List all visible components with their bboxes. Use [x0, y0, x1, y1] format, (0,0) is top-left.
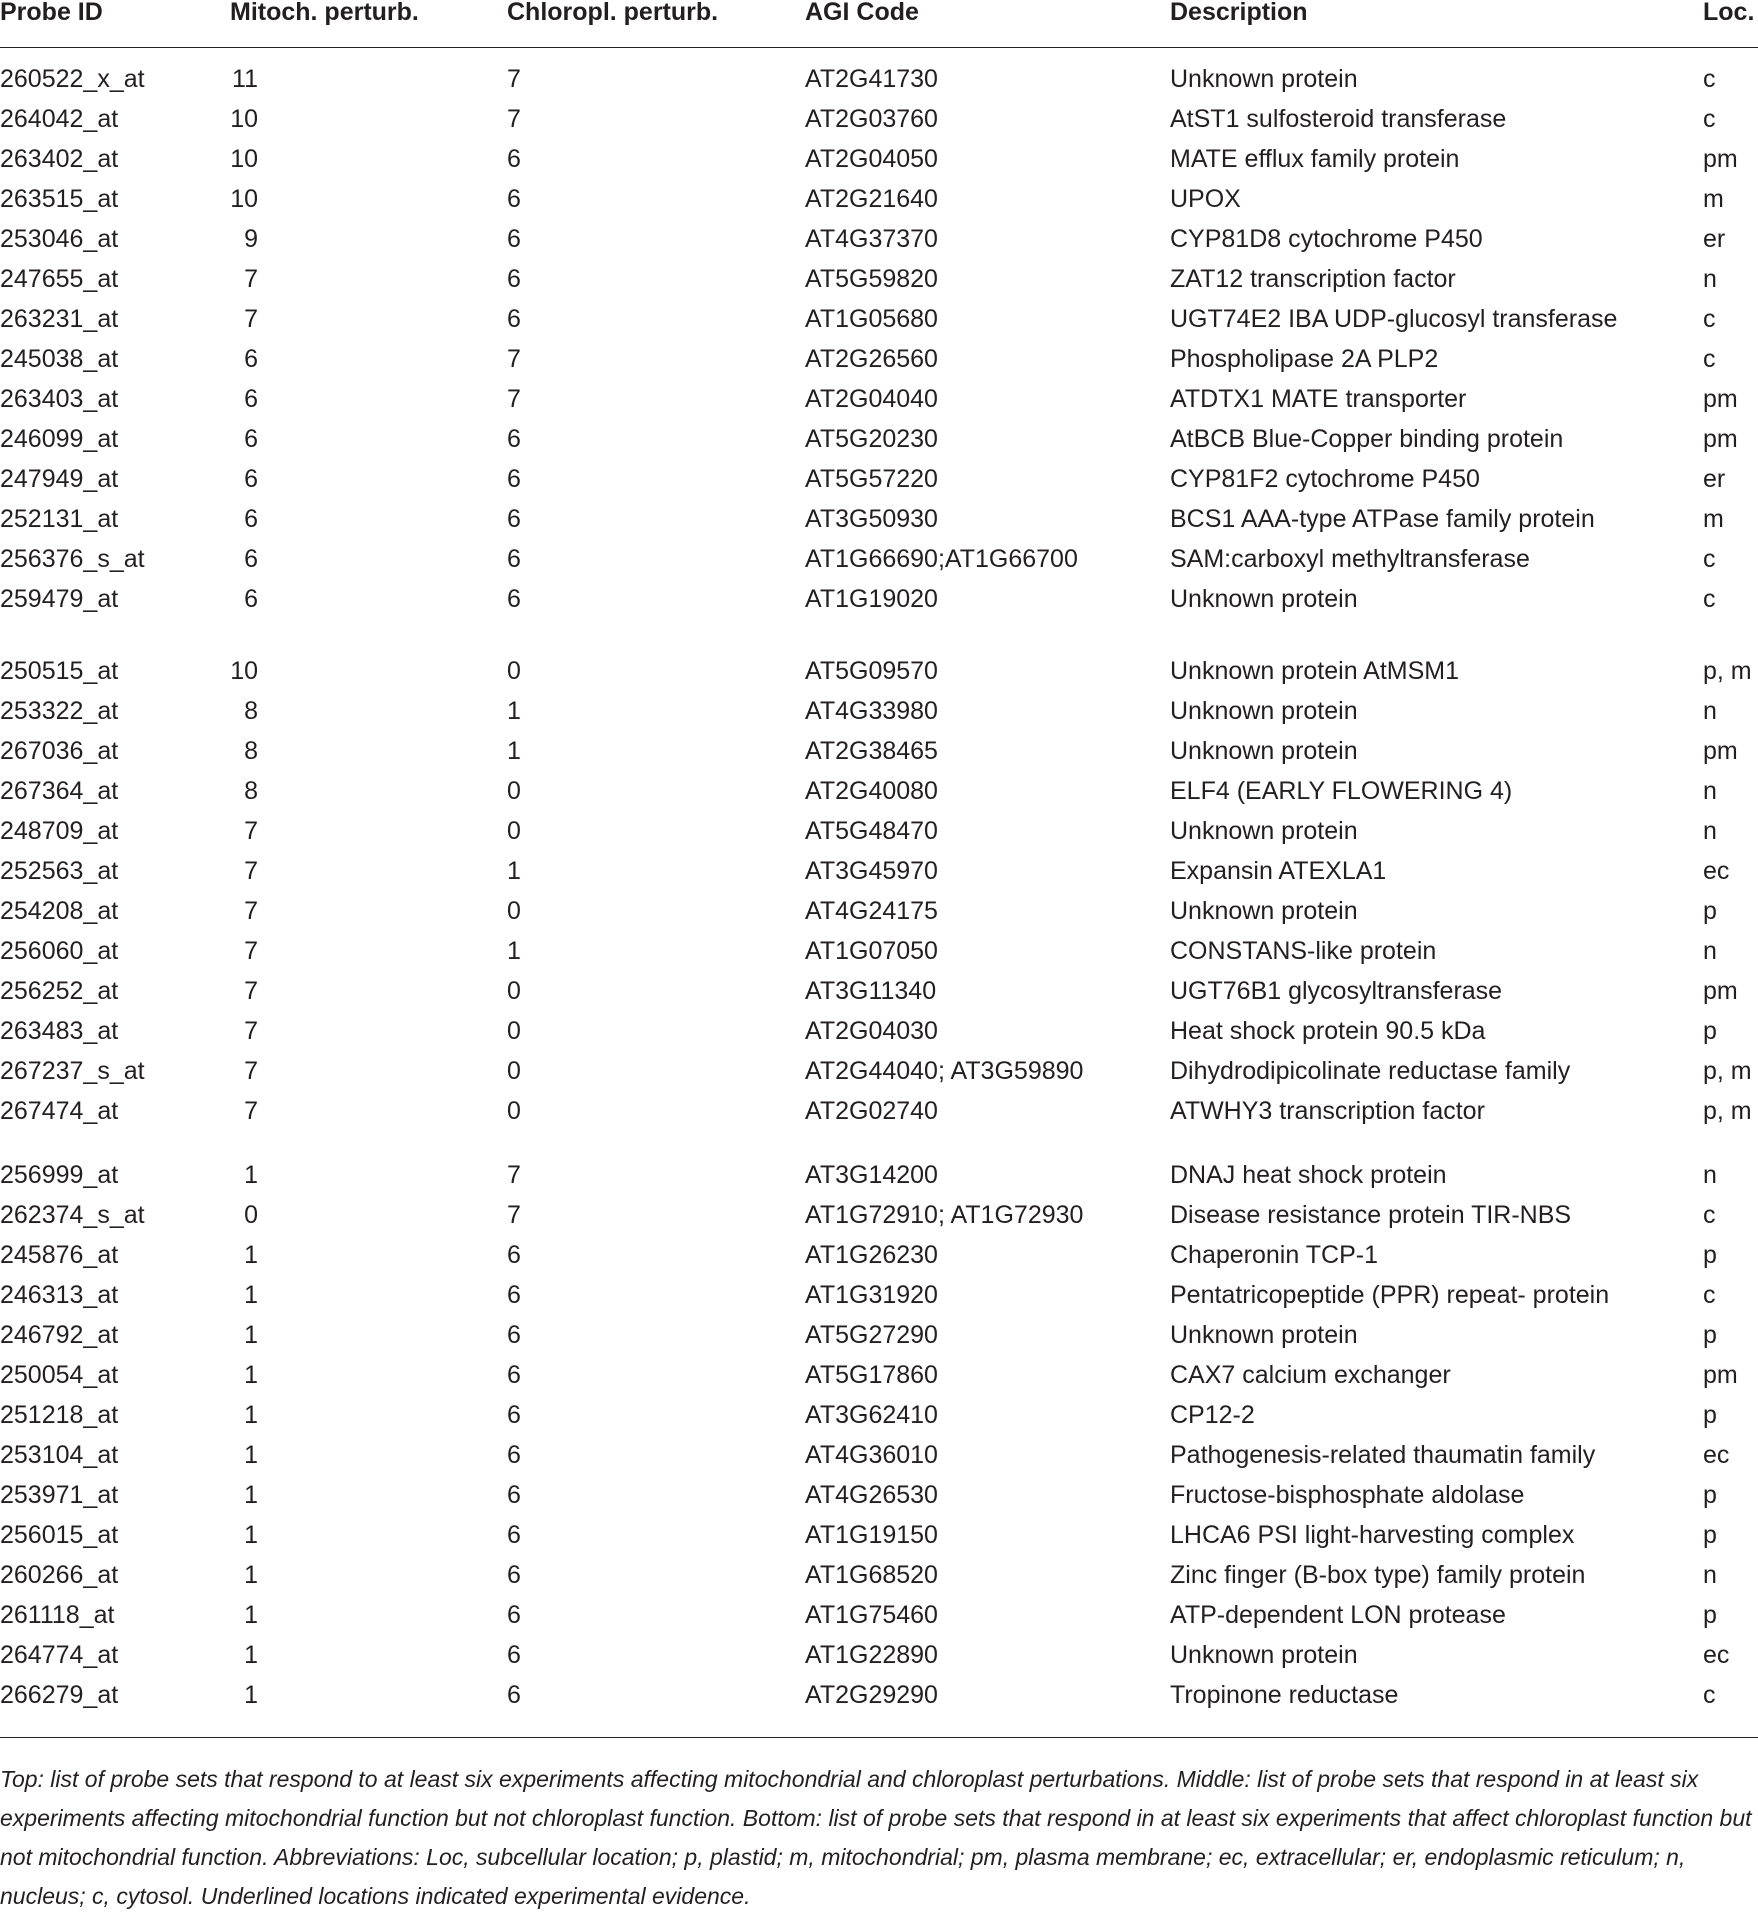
cell-mitoch-perturb: 1	[244, 1241, 258, 1269]
cell-loc: p	[1703, 1521, 1717, 1549]
cell-chloropl-perturb: 1	[507, 937, 521, 965]
cell-mitoch-perturb: 7	[244, 977, 258, 1005]
table-row	[0, 1275, 1758, 1315]
cell-chloropl-perturb: 7	[507, 65, 521, 93]
cell-probe-id: 256999_at	[0, 1161, 119, 1189]
table-row	[0, 579, 1758, 619]
cell-chloropl-perturb: 1	[507, 697, 521, 725]
cell-description: CYP81D8 cytochrome P450	[1170, 225, 1483, 253]
cell-chloropl-perturb: 0	[507, 1057, 521, 1085]
cell-agi-code: AT2G29290	[805, 1681, 938, 1709]
cell-agi-code: AT1G75460	[805, 1601, 938, 1629]
cell-description: CONSTANS-like protein	[1170, 937, 1437, 965]
cell-probe-id: 266279_at	[0, 1681, 119, 1709]
cell-description: Pathogenesis-related thaumatin family	[1170, 1441, 1596, 1469]
cell-chloropl-perturb: 6	[507, 425, 521, 453]
table-row	[0, 539, 1758, 579]
cell-chloropl-perturb: 6	[507, 1361, 521, 1389]
cell-agi-code: AT4G26530	[805, 1481, 938, 1509]
cell-probe-id: 250515_at	[0, 657, 119, 685]
cell-agi-code: AT1G26230	[805, 1241, 938, 1269]
cell-probe-id: 263403_at	[0, 385, 119, 413]
bottom-rule	[0, 1737, 1758, 1738]
cell-agi-code: AT4G36010	[805, 1441, 938, 1469]
cell-mitoch-perturb: 6	[244, 545, 258, 573]
table-row	[0, 499, 1758, 539]
header-agi-code: AGI Code	[805, 0, 919, 26]
table-row	[0, 219, 1758, 259]
cell-mitoch-perturb: 7	[244, 1097, 258, 1125]
cell-mitoch-perturb: 6	[244, 585, 258, 613]
cell-probe-id: 262374_s_at	[0, 1201, 145, 1229]
cell-chloropl-perturb: 7	[507, 1161, 521, 1189]
cell-probe-id: 260266_at	[0, 1561, 119, 1589]
table-row	[0, 1091, 1758, 1131]
cell-loc: pm	[1703, 737, 1738, 765]
cell-agi-code: AT3G14200	[805, 1161, 938, 1189]
cell-chloropl-perturb: 6	[507, 505, 521, 533]
cell-agi-code: AT4G33980	[805, 697, 938, 725]
cell-mitoch-perturb: 8	[244, 697, 258, 725]
cell-description: SAM:carboxyl methyltransferase	[1170, 545, 1530, 573]
table-row	[0, 731, 1758, 771]
table-row	[0, 971, 1758, 1011]
cell-agi-code: AT5G27290	[805, 1321, 938, 1349]
cell-loc: c	[1703, 1281, 1716, 1309]
cell-agi-code: AT1G72910; AT1G72930	[805, 1201, 1084, 1229]
header-description: Description	[1170, 0, 1308, 26]
cell-probe-id: 245876_at	[0, 1241, 119, 1269]
table-row	[0, 1051, 1758, 1091]
cell-probe-id: 246099_at	[0, 425, 119, 453]
table-row	[0, 1555, 1758, 1595]
cell-probe-id: 263483_at	[0, 1017, 119, 1045]
table-caption: Top: list of probe sets that respond to at least six experiments affecting mitochondrial and chloroplast perturbations. Middle: list of probe sets that respond in at least six experiments affecting mitochondrial function but not chloroplast function. Bottom: list of probe sets that respond in at least six experiments that affect chloroplast function but not mitochondrial function. Abbreviations: Loc, subcellular location; p, plastid; m, mitochondrial; pm, plasma membrane; ec, extracellular; er, endoplasmic reticulum; n, nucleus; c, cytosol. Underlined locations indicated experimental evidence.	[0, 1766, 1752, 1909]
table-row	[0, 851, 1758, 891]
cell-chloropl-perturb: 0	[507, 777, 521, 805]
cell-loc: c	[1703, 585, 1716, 613]
cell-description: Unknown protein	[1170, 1321, 1358, 1349]
table-row	[0, 691, 1758, 731]
cell-loc: p	[1703, 1401, 1717, 1429]
table-row	[0, 1235, 1758, 1275]
cell-mitoch-perturb: 1	[244, 1681, 258, 1709]
table-row	[0, 299, 1758, 339]
cell-loc: n	[1703, 1561, 1717, 1589]
cell-mitoch-perturb: 1	[244, 1281, 258, 1309]
cell-mitoch-perturb: 1	[244, 1441, 258, 1469]
table-row	[0, 419, 1758, 459]
cell-description: Unknown protein	[1170, 817, 1358, 845]
cell-description: MATE efflux family protein	[1170, 145, 1460, 173]
cell-description: Pentatricopeptide (PPR) repeat- protein	[1170, 1281, 1610, 1309]
cell-mitoch-perturb: 6	[244, 385, 258, 413]
cell-description: LHCA6 PSI light-harvesting complex	[1170, 1521, 1575, 1549]
cell-loc: p, m	[1703, 657, 1752, 685]
cell-description: UGT76B1 glycosyltransferase	[1170, 977, 1503, 1005]
cell-probe-id: 245038_at	[0, 345, 119, 373]
cell-agi-code: AT1G31920	[805, 1281, 938, 1309]
cell-chloropl-perturb: 0	[507, 1097, 521, 1125]
cell-probe-id: 253322_at	[0, 697, 119, 725]
cell-agi-code: AT4G24175	[805, 897, 938, 925]
cell-loc: n	[1703, 777, 1717, 805]
cell-loc: m	[1703, 505, 1724, 533]
table-row	[0, 1315, 1758, 1355]
cell-description: Fructose-bisphosphate aldolase	[1170, 1481, 1525, 1509]
table-row	[0, 931, 1758, 971]
cell-description: BCS1 AAA-type ATPase family protein	[1170, 505, 1595, 533]
cell-description: Unknown protein	[1170, 697, 1358, 725]
cell-loc: n	[1703, 817, 1717, 845]
cell-loc: ec	[1703, 1441, 1730, 1469]
cell-loc: c	[1703, 305, 1716, 333]
cell-probe-id: 256252_at	[0, 977, 119, 1005]
cell-description: Unknown protein	[1170, 1641, 1358, 1669]
cell-chloropl-perturb: 6	[507, 1641, 521, 1669]
table-row	[0, 1435, 1758, 1475]
cell-description: CAX7 calcium exchanger	[1170, 1361, 1451, 1389]
cell-chloropl-perturb: 6	[507, 225, 521, 253]
cell-chloropl-perturb: 0	[507, 977, 521, 1005]
table-row	[0, 259, 1758, 299]
header-loc: Loc.	[1703, 0, 1755, 26]
cell-description: Unknown protein	[1170, 897, 1358, 925]
cell-mitoch-perturb: 6	[244, 465, 258, 493]
cell-probe-id: 252563_at	[0, 857, 119, 885]
table-row	[0, 1635, 1758, 1675]
cell-mitoch-perturb: 1	[244, 1481, 258, 1509]
cell-description: Unknown protein AtMSM1	[1170, 657, 1460, 685]
table-row	[0, 811, 1758, 851]
cell-probe-id: 246792_at	[0, 1321, 119, 1349]
table-row	[0, 139, 1758, 179]
cell-loc: pm	[1703, 425, 1738, 453]
cell-agi-code: AT2G04040	[805, 385, 938, 413]
table-row	[0, 771, 1758, 811]
cell-chloropl-perturb: 7	[507, 385, 521, 413]
cell-mitoch-perturb: 9	[244, 225, 258, 253]
cell-agi-code: AT3G11340	[805, 977, 937, 1005]
cell-description: CP12-2	[1170, 1401, 1255, 1429]
cell-mitoch-perturb: 11	[232, 65, 258, 93]
cell-loc: n	[1703, 1161, 1717, 1189]
cell-agi-code: AT1G66690;AT1G66700	[805, 545, 1078, 573]
cell-agi-code: AT2G04030	[805, 1017, 938, 1045]
cell-description: Tropinone reductase	[1170, 1681, 1399, 1709]
cell-agi-code: AT3G62410	[805, 1401, 938, 1429]
table-row	[0, 1675, 1758, 1715]
cell-probe-id: 267036_at	[0, 737, 119, 765]
cell-probe-id: 253104_at	[0, 1441, 119, 1469]
cell-probe-id: 252131_at	[0, 505, 119, 533]
table-row	[0, 1011, 1758, 1051]
cell-probe-id: 264774_at	[0, 1641, 119, 1669]
cell-chloropl-perturb: 6	[507, 1681, 521, 1709]
cell-probe-id: 247949_at	[0, 465, 119, 493]
cell-probe-id: 259479_at	[0, 585, 119, 613]
cell-loc: c	[1703, 1681, 1716, 1709]
cell-loc: er	[1703, 225, 1726, 253]
cell-probe-id: 256376_s_at	[0, 545, 145, 573]
cell-loc: n	[1703, 697, 1717, 725]
cell-probe-id: 253046_at	[0, 225, 119, 253]
cell-agi-code: AT5G59820	[805, 265, 938, 293]
cell-mitoch-perturb: 10	[230, 145, 258, 173]
cell-mitoch-perturb: 1	[244, 1601, 258, 1629]
cell-description: ELF4 (EARLY FLOWERING 4)	[1170, 777, 1513, 805]
cell-description: Zinc finger (B-box type) family protein	[1170, 1561, 1586, 1589]
cell-mitoch-perturb: 10	[230, 185, 258, 213]
table-row	[0, 1195, 1758, 1235]
cell-loc: p, m	[1703, 1057, 1752, 1085]
cell-chloropl-perturb: 7	[507, 105, 521, 133]
cell-probe-id: 246313_at	[0, 1281, 119, 1309]
table-row	[0, 1515, 1758, 1555]
cell-agi-code: AT2G04050	[805, 145, 938, 173]
cell-chloropl-perturb: 0	[507, 897, 521, 925]
cell-probe-id: 248709_at	[0, 817, 119, 845]
cell-mitoch-perturb: 1	[244, 1361, 258, 1389]
cell-probe-id: 264042_at	[0, 105, 119, 133]
cell-chloropl-perturb: 6	[507, 465, 521, 493]
cell-chloropl-perturb: 6	[507, 545, 521, 573]
cell-agi-code: AT1G19150	[805, 1521, 938, 1549]
cell-agi-code: AT5G09570	[805, 657, 938, 685]
cell-probe-id: 247655_at	[0, 265, 119, 293]
cell-probe-id: 261118_at	[0, 1601, 115, 1629]
cell-description: ATWHY3 transcription factor	[1170, 1097, 1485, 1125]
cell-probe-id: 251218_at	[0, 1401, 119, 1429]
cell-description: Disease resistance protein TIR-NBS	[1170, 1201, 1572, 1229]
cell-chloropl-perturb: 6	[507, 305, 521, 333]
cell-loc: pm	[1703, 977, 1738, 1005]
cell-loc: ec	[1703, 1641, 1730, 1669]
cell-description: Unknown protein	[1170, 65, 1358, 93]
cell-chloropl-perturb: 1	[507, 737, 521, 765]
cell-mitoch-perturb: 8	[244, 737, 258, 765]
cell-loc: p	[1703, 1241, 1717, 1269]
cell-mitoch-perturb: 6	[244, 425, 258, 453]
cell-description: CYP81F2 cytochrome P450	[1170, 465, 1480, 493]
cell-chloropl-perturb: 0	[507, 817, 521, 845]
cell-mitoch-perturb: 1	[244, 1401, 258, 1429]
cell-description: AtBCB Blue-Copper binding protein	[1170, 425, 1564, 453]
cell-chloropl-perturb: 6	[507, 185, 521, 213]
cell-agi-code: AT5G57220	[805, 465, 938, 493]
cell-loc: c	[1703, 65, 1716, 93]
cell-agi-code: AT2G40080	[805, 777, 938, 805]
cell-chloropl-perturb: 6	[507, 1281, 521, 1309]
header-probe-id: Probe ID	[0, 0, 103, 26]
cell-probe-id: 263515_at	[0, 185, 119, 213]
cell-loc: p	[1703, 1481, 1717, 1509]
cell-mitoch-perturb: 1	[244, 1321, 258, 1349]
cell-chloropl-perturb: 6	[507, 1561, 521, 1589]
cell-chloropl-perturb: 6	[507, 1441, 521, 1469]
cell-chloropl-perturb: 6	[507, 1601, 521, 1629]
cell-agi-code: AT5G48470	[805, 817, 938, 845]
cell-mitoch-perturb: 7	[244, 897, 258, 925]
cell-agi-code: AT4G37370	[805, 225, 938, 253]
table-row	[0, 59, 1758, 99]
table-row	[0, 339, 1758, 379]
table-row	[0, 99, 1758, 139]
cell-probe-id: 263402_at	[0, 145, 119, 173]
cell-probe-id: 256060_at	[0, 937, 119, 965]
cell-description: Dihydrodipicolinate reductase family	[1170, 1057, 1571, 1085]
cell-agi-code: AT2G21640	[805, 185, 938, 213]
cell-mitoch-perturb: 1	[244, 1641, 258, 1669]
cell-agi-code: AT2G03760	[805, 105, 938, 133]
cell-probe-id: 267474_at	[0, 1097, 119, 1125]
table-row	[0, 891, 1758, 931]
cell-description: Expansin ATEXLA1	[1170, 857, 1387, 885]
cell-mitoch-perturb: 7	[244, 305, 258, 333]
cell-agi-code: AT2G41730	[805, 65, 938, 93]
cell-description: AtST1 sulfosteroid transferase	[1170, 105, 1507, 133]
cell-chloropl-perturb: 6	[507, 145, 521, 173]
cell-agi-code: AT5G20230	[805, 425, 938, 453]
cell-mitoch-perturb: 7	[244, 937, 258, 965]
cell-probe-id: 263231_at	[0, 305, 119, 333]
header-chloropl-perturb: Chloropl. perturb.	[507, 0, 719, 26]
cell-agi-code: AT2G02740	[805, 1097, 938, 1125]
cell-agi-code: AT5G17860	[805, 1361, 938, 1389]
cell-probe-id: 256015_at	[0, 1521, 119, 1549]
cell-chloropl-perturb: 7	[507, 1201, 521, 1229]
cell-mitoch-perturb: 1	[244, 1521, 258, 1549]
table-row	[0, 651, 1758, 691]
cell-chloropl-perturb: 6	[507, 265, 521, 293]
cell-description: ATDTX1 MATE transporter	[1170, 385, 1467, 413]
cell-description: Heat shock protein 90.5 kDa	[1170, 1017, 1486, 1045]
table-row	[0, 1155, 1758, 1195]
cell-loc: er	[1703, 465, 1726, 493]
cell-agi-code: AT2G44040; AT3G59890	[805, 1057, 1084, 1085]
cell-loc: p	[1703, 1017, 1717, 1045]
cell-mitoch-perturb: 0	[244, 1201, 258, 1229]
cell-loc: p, m	[1703, 1097, 1752, 1125]
cell-description: Unknown protein	[1170, 737, 1358, 765]
cell-probe-id: 250054_at	[0, 1361, 119, 1389]
cell-probe-id: 267237_s_at	[0, 1057, 145, 1085]
cell-description: ZAT12 transcription factor	[1170, 265, 1456, 293]
cell-loc: c	[1703, 545, 1716, 573]
cell-loc: p	[1703, 897, 1717, 925]
cell-mitoch-perturb: 7	[244, 857, 258, 885]
table-row	[0, 1475, 1758, 1515]
table-header	[0, 0, 1758, 48]
cell-probe-id: 253971_at	[0, 1481, 119, 1509]
cell-loc: pm	[1703, 145, 1738, 173]
cell-description: UPOX	[1170, 185, 1241, 213]
cell-chloropl-perturb: 6	[507, 1401, 521, 1429]
cell-loc: p	[1703, 1601, 1717, 1629]
cell-agi-code: AT2G38465	[805, 737, 938, 765]
cell-mitoch-perturb: 1	[244, 1561, 258, 1589]
table-row	[0, 1395, 1758, 1435]
cell-agi-code: AT1G05680	[805, 305, 938, 333]
cell-chloropl-perturb: 0	[507, 1017, 521, 1045]
header-rule	[0, 47, 1758, 48]
cell-description: ATP-dependent LON protease	[1170, 1601, 1506, 1629]
header-mitoch-perturb: Mitoch. perturb.	[230, 0, 419, 26]
cell-loc: c	[1703, 105, 1716, 133]
cell-chloropl-perturb: 7	[507, 345, 521, 373]
cell-chloropl-perturb: 6	[507, 1521, 521, 1549]
cell-loc: m	[1703, 185, 1724, 213]
table-row	[0, 1595, 1758, 1635]
cell-agi-code: AT1G22890	[805, 1641, 938, 1669]
cell-description: Unknown protein	[1170, 585, 1358, 613]
cell-loc: pm	[1703, 385, 1738, 413]
cell-agi-code: AT3G45970	[805, 857, 938, 885]
cell-loc: c	[1703, 345, 1716, 373]
table-row	[0, 459, 1758, 499]
cell-mitoch-perturb: 8	[244, 777, 258, 805]
cell-mitoch-perturb: 7	[244, 1017, 258, 1045]
cell-mitoch-perturb: 7	[244, 817, 258, 845]
cell-mitoch-perturb: 7	[244, 1057, 258, 1085]
cell-mitoch-perturb: 7	[244, 265, 258, 293]
cell-description: UGT74E2 IBA UDP-glucosyl transferase	[1170, 305, 1618, 333]
cell-probe-id: 267364_at	[0, 777, 119, 805]
cell-chloropl-perturb: 6	[507, 1321, 521, 1349]
cell-description: Phospholipase 2A PLP2	[1170, 345, 1439, 373]
table-row	[0, 379, 1758, 419]
cell-chloropl-perturb: 0	[507, 657, 521, 685]
cell-loc: p	[1703, 1321, 1717, 1349]
cell-chloropl-perturb: 6	[507, 585, 521, 613]
cell-mitoch-perturb: 1	[244, 1161, 258, 1189]
cell-chloropl-perturb: 6	[507, 1481, 521, 1509]
cell-description: DNAJ heat shock protein	[1170, 1161, 1447, 1189]
cell-agi-code: AT3G50930	[805, 505, 938, 533]
table-row	[0, 1355, 1758, 1395]
cell-mitoch-perturb: 10	[230, 105, 258, 133]
cell-loc: pm	[1703, 1361, 1738, 1389]
cell-probe-id: 254208_at	[0, 897, 119, 925]
cell-mitoch-perturb: 6	[244, 345, 258, 373]
cell-agi-code: AT1G68520	[805, 1561, 938, 1589]
cell-loc: n	[1703, 937, 1717, 965]
cell-agi-code: AT2G26560	[805, 345, 938, 373]
cell-description: Chaperonin TCP-1	[1170, 1241, 1378, 1269]
cell-loc: n	[1703, 265, 1717, 293]
cell-agi-code: AT1G19020	[805, 585, 938, 613]
cell-chloropl-perturb: 6	[507, 1241, 521, 1269]
cell-agi-code: AT1G07050	[805, 937, 938, 965]
cell-mitoch-perturb: 6	[244, 505, 258, 533]
cell-probe-id: 260522_x_at	[0, 65, 145, 93]
table-row	[0, 179, 1758, 219]
cell-loc: c	[1703, 1201, 1716, 1229]
cell-mitoch-perturb: 10	[230, 657, 258, 685]
cell-loc: ec	[1703, 857, 1730, 885]
cell-chloropl-perturb: 1	[507, 857, 521, 885]
